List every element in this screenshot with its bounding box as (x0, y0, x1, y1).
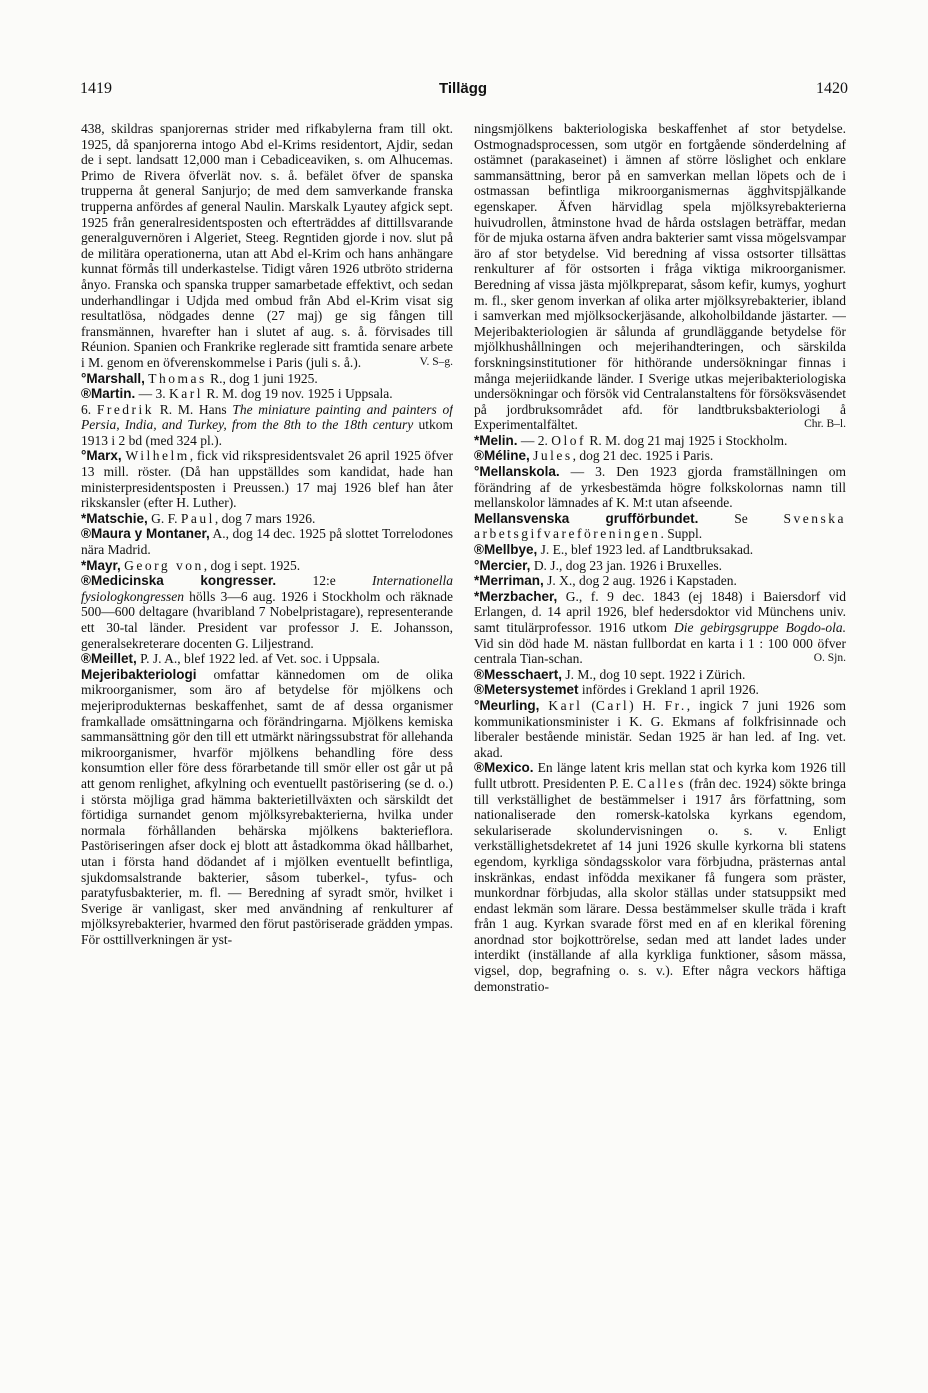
entry-text: — 3. Den 1923 gjorda framställningen om förändring af de yrkesbestämda högre folkskolornas namn till mellanskolor lämnades af K. M:t utan afseende. (474, 464, 846, 511)
entry-text: G., f. 9 dec. 1843 (ej 1848) i Baiersdorf vid Erlangen, d. 14 april 1926, blef hedersdoktor vid Münchens univ. samt titulärprofessor. 1916 utkom (474, 588, 846, 635)
entry-text: D. J., dog 23 jan. 1926 i Bruxelles. (530, 557, 723, 573)
article-entry (474, 667, 846, 683)
entry-text: , dog i sept. 1925. (203, 557, 301, 573)
entry-headword: °Mercier, (474, 557, 531, 573)
entry-text: hölls 3—6 aug. 1926 i Stockholm och räknade 500—600 deltagare (hvaribland 7 Nobelpristagare), representerande ett 30-tal länder. President var professor J. E. Johansson, generalsekreterare docenten G. Liljestrand. (81, 588, 453, 651)
spaced-name: Olof (551, 432, 587, 448)
entry-text: — 2. (517, 432, 552, 448)
entry-text: J. X., dog 2 aug. 1926 i Kapstaden. (543, 573, 737, 589)
entry-text: J. M., dog 10 sept. 1922 i Zürich. (562, 666, 746, 682)
entry-text: ( (582, 697, 596, 713)
entry-headword: ®Metersystemet (474, 682, 579, 698)
article-entry (474, 464, 846, 511)
article-entry (81, 526, 453, 557)
entry-text: 12:e (276, 573, 372, 589)
entry-text: — 3. (135, 386, 169, 402)
entry-text: , dog 21 dec. 1925 i Paris. (572, 448, 714, 464)
page-number-right: 1420 (816, 80, 848, 97)
entry-headword: *Merzbacher, (474, 588, 558, 604)
spaced-name: Karl (168, 386, 203, 402)
entry-text: (från dec. 1924) sökte bringa till verkställighet de bestämmelser i 1917 års författning, som nationaliserade den romersk-katolska kyrkans egendom, sekulariserade skolundervisningen o. s. v. Enligt verkställighetsdekretet af 14 juni 1926 skulle kyrkorna bli statens egendom, kyrkliga söndagsskolor vara förbjudna, prästernas antal inskränkas, endast infödda mexikaner få fungera som präster, munkordnar förbjudas, alla skolor ställas under statsuppsikt med endast lekmän som lärare. Dessa bestämmelser skulle träda i kraft från 1 aug. Kyrkan svarade först med en af en klerikal förening anordnad stor bojkottrörelse, sedan med att landet lades under interdikt (inställande af alla kyrkliga funktioner, såsom mässa, vigsel, dop, begrafning o. s. v.). Efter några veckors häftiga demonstratio- (474, 775, 846, 994)
article-entry (474, 682, 846, 698)
article-entry (81, 558, 453, 574)
article-entry (474, 558, 846, 574)
article-entry (474, 542, 846, 558)
spaced-name: Jules (533, 448, 573, 464)
article-entry (474, 573, 846, 589)
entry-text: Vid sin död hade M. nästan fullbordat en karta i 1 : 100 000 öfver centrala Tian-schan. (474, 635, 846, 667)
entry-text: R. M. dog 21 maj 1925 i Stockholm. (586, 432, 788, 448)
spaced-name: Paul (180, 510, 215, 526)
entry-text: ningsmjölkens bakteriologiska beskaffenhet af stor betydelse. Ostmognadsprocessen, som utgör en fortgående sönderdelning af ostämnet (parakaseinet) i ämnen af större löslighet och enklare sammansättning, beror på en samverkan mellan löpets och de i ostmassan befintliga mikroorganismernas ägghvitspjälkande egenskaper. Äfven härvidlag spela mjölksyrebakterierna huivudrollen, åtminstone hvad de hårda ostslagen beträffar, medan för de mjuka ostarna äfven andra bakterier samt vissa mögelsvampar äro af stor betydelse. Vid beredning af vissa ostsorter tillsättas renkulturer af för ostsorten i fråga viktiga mikroorganismer. Beredning af vissa jästa mjölkpreparat, såsom kefir, kumys, yoghurt m. fl., sker genom inverkan af olika arter mjölksyrebakterier, ibland i samverkan med mjölksockerjäsande, alkoholbildande jästarter. — Mejeribakteriologien är sålunda af grundläggande betydelse för mjölkhushållningen och mejerihandteringen, och särskilda forskningsinstitutioner för hithörande undersökningar finnas i många mejeriidkande länder. I Sverige utkas mejeribakteriologiska undersökningar och försök vid Centralanstaltens för försöksväsendet på jordbruksområdet afd. för landtbruksbakteriologi å Experimentalfältet. (474, 121, 846, 433)
spaced-name: Fr. (664, 697, 687, 713)
entry-headword: ®Meillet, (81, 651, 137, 667)
entry-text: omfattar kännedomen om de olika mikroorganismer, som äro af betydelse för mjölkens och mejeriprodukternas beskaffenhet, samt de af dessa organismer framkallade omsättningarna och förändringarna. Mjölkens kemiska sammansättning gör den till ett utmärkt näringssubstrat för allehanda mikroorganismer, hvarför mjölkens behandling före dess konsumtion eller före dess förarbetande till smör eller ost går ut på att genom renlighet, afkylning och eventuellt pastörisering (se d. o.) i största möjliga grad hämma bakterietillväxten och särskildt det förtidiga surnandet genom mjölksyrebakterierna, hvilka under normala förhållanden behärska mjölkens bakterieflora. Pastöriseringen afser dock ej blott att åstadkomma ökad hållbarhet, utan i första hand dödandet af i mjölken eventuellt befintliga, sjukdomsalstrande bakterier, såsom tuberkel-, tyfus- och paratyfusbakterier, m. fl. — Beredning af syradt smör, hvilket i Sverige är vanligast, sker med användning af renkulturer af mjölksyrebakterier, hvarmed den förut pastöriserade grädden ympas. För osttillverkningen är yst- (81, 666, 453, 947)
entry-headword: ®Medicinska kongresser. (81, 573, 277, 589)
entry-headword: *Melin. (474, 432, 518, 448)
article-entry (81, 121, 453, 371)
article-entry (474, 698, 846, 760)
spaced-name: Calles (637, 775, 686, 791)
entry-text: , fick vid rikspresidentsvalet 26 april 1925 öfver 13 mill. röster. (Då han uppställdes som kandidat, hade han ministerpresidentsposten i Preussen.) 17 maj 1926 blef han åter rikskansler (efter H. Luther). (81, 448, 453, 511)
article-entry (81, 371, 453, 387)
running-title: Tillägg (438, 80, 488, 97)
entry-text: ) H. (629, 697, 665, 713)
entry-text: R. M. Hans (154, 401, 233, 417)
spaced-name: Svenska arbetsgifvareföreningen (474, 510, 846, 542)
article-entry (81, 402, 453, 449)
article-entry (81, 511, 453, 527)
entry-text: 438, skildras spanjorernas strider med rifkabylerna fram till okt. 1925, då spanjorerna intogo Abd el-Krims residentort, Ajdir, sedan de i sept. landsatt 12,000 man i Cebadiceaviken, s. om Alhucemas. Primo de Rivera öfverlät nov. s. å. befälet öfver de spanska trupperna åt general Sanjurjo; de med dem samverkande franska trupperna anfördes af general Naulin. Marskalk Lyautey afgick sept. 1925 från generalresidentsposten och efterträddes af dittillsvarande generalguvernören i Algeriet, Steeg. Regntiden gjorde i nov. slut på de militära operationerna, utan att Abd el-Krim och hans anhängare kunnat förmås till underkastelse. Tidigt våren 1926 utbröto striderna ånyo. Franska och spanska trupper samarbetade effektivt, och sedan underhandlingar i Udjda med ombud från Abd el-Krim visat sig resultatlösa, nödgades denne (27 maj) ge sig fången till fransmännen, hvarefter han i slutet af aug. s. å. förvisades till Réunion. Spanien och Frankrike reglerade sitt framtida senare arbete i M. genom en öfverenskommelse i Paris (juli s. å.). (81, 121, 453, 370)
page-number-left: 1419 (80, 80, 112, 97)
entry-headword: °Meurling, (474, 697, 540, 713)
entry-text: R., dog 1 juni 1925. (206, 370, 318, 386)
entry-text: P. J. A., blef 1922 led. af Vet. soc. i Uppsala. (136, 651, 380, 667)
entry-headword: Mejeribakteriologi (81, 666, 197, 682)
entry-headword: °Mellanskola. (474, 464, 560, 480)
italic-title: Die gebirgsgruppe Bogdo-ola. (673, 620, 846, 635)
entry-text: G. F. (147, 510, 181, 526)
entry-text: En länge latent kris mellan stat och kyrka kom 1926 till fullt utbrott. Presidenten P. E. (474, 760, 846, 791)
spaced-name: Thomas (148, 370, 207, 386)
entry-headword: ®Mellbye, (474, 542, 538, 558)
article-entry (474, 589, 846, 667)
article-entry (81, 386, 453, 402)
entry-headword: ®Martin. (81, 386, 136, 402)
spaced-name: Wilhelm (125, 448, 190, 464)
entry-text: 6. (81, 401, 97, 417)
spaced-name: Georg von (124, 557, 204, 573)
article-entry (474, 121, 846, 433)
article-entry (474, 433, 846, 449)
article-entry (474, 448, 846, 464)
entry-text: R. M. dog 19 nov. 1925 i Uppsala. (202, 386, 393, 402)
entry-headword: °Marshall, (81, 370, 145, 386)
entry-headword: *Matschie, (81, 510, 148, 526)
entry-headword: *Mayr, (81, 557, 121, 573)
entry-headword: °Marx, (81, 448, 122, 464)
article-entry (474, 511, 846, 542)
author-signature: V. S–g. (419, 355, 453, 368)
entry-headword: Mellansvenska grufförbundet. (474, 510, 699, 526)
entry-headword: ®Messchaert, (474, 666, 562, 682)
entry-text: Se (698, 510, 784, 526)
author-signature: O. Sjn. (813, 652, 846, 665)
left-column (81, 121, 453, 947)
spaced-name: Carl (595, 697, 630, 713)
spaced-name: Karl (548, 697, 583, 713)
entry-text: utkom 1913 i 2 bd (med 324 pl.). (81, 417, 453, 448)
entry-text: J. E., blef 1923 led. af Landtbruksakad. (537, 542, 754, 558)
article-entry (81, 448, 453, 510)
article-entry (81, 573, 453, 651)
article-entry (474, 760, 846, 994)
entry-headword: *Merriman, (474, 573, 544, 589)
entry-text: infördes i Grekland 1 april 1926. (578, 682, 759, 698)
article-entry (81, 667, 453, 948)
page-header (78, 80, 848, 106)
article-entry (81, 651, 453, 667)
entry-headword: ®Mexico. (474, 760, 534, 776)
entry-headword: ®Méline, (474, 448, 530, 464)
italic-title: The miniature painting and painters of Persia, India, and Turkey, from the 8th to the 18th century (81, 401, 453, 433)
entry-text: , ingick 7 juni 1926 som kommunikationsminister i K. G. Ekmans af folkfrisinnade och liberaler bestående ministär. Sedan 1925 är han led. af Ing. vet. akad. (474, 697, 846, 760)
entry-headword: ®Maura y Montaner, (81, 526, 210, 542)
entry-text: . Suppl. (660, 526, 703, 542)
right-column (474, 121, 846, 994)
italic-title: Internationella fysiologkongressen (81, 573, 453, 604)
entry-text: , dog 7 mars 1926. (214, 510, 316, 526)
entry-text: A., dog 14 dec. 1925 på slottet Torrelodones nära Madrid. (81, 526, 453, 558)
author-signature: Chr. B–l. (804, 418, 846, 431)
spaced-name: Fredrik (96, 401, 155, 417)
